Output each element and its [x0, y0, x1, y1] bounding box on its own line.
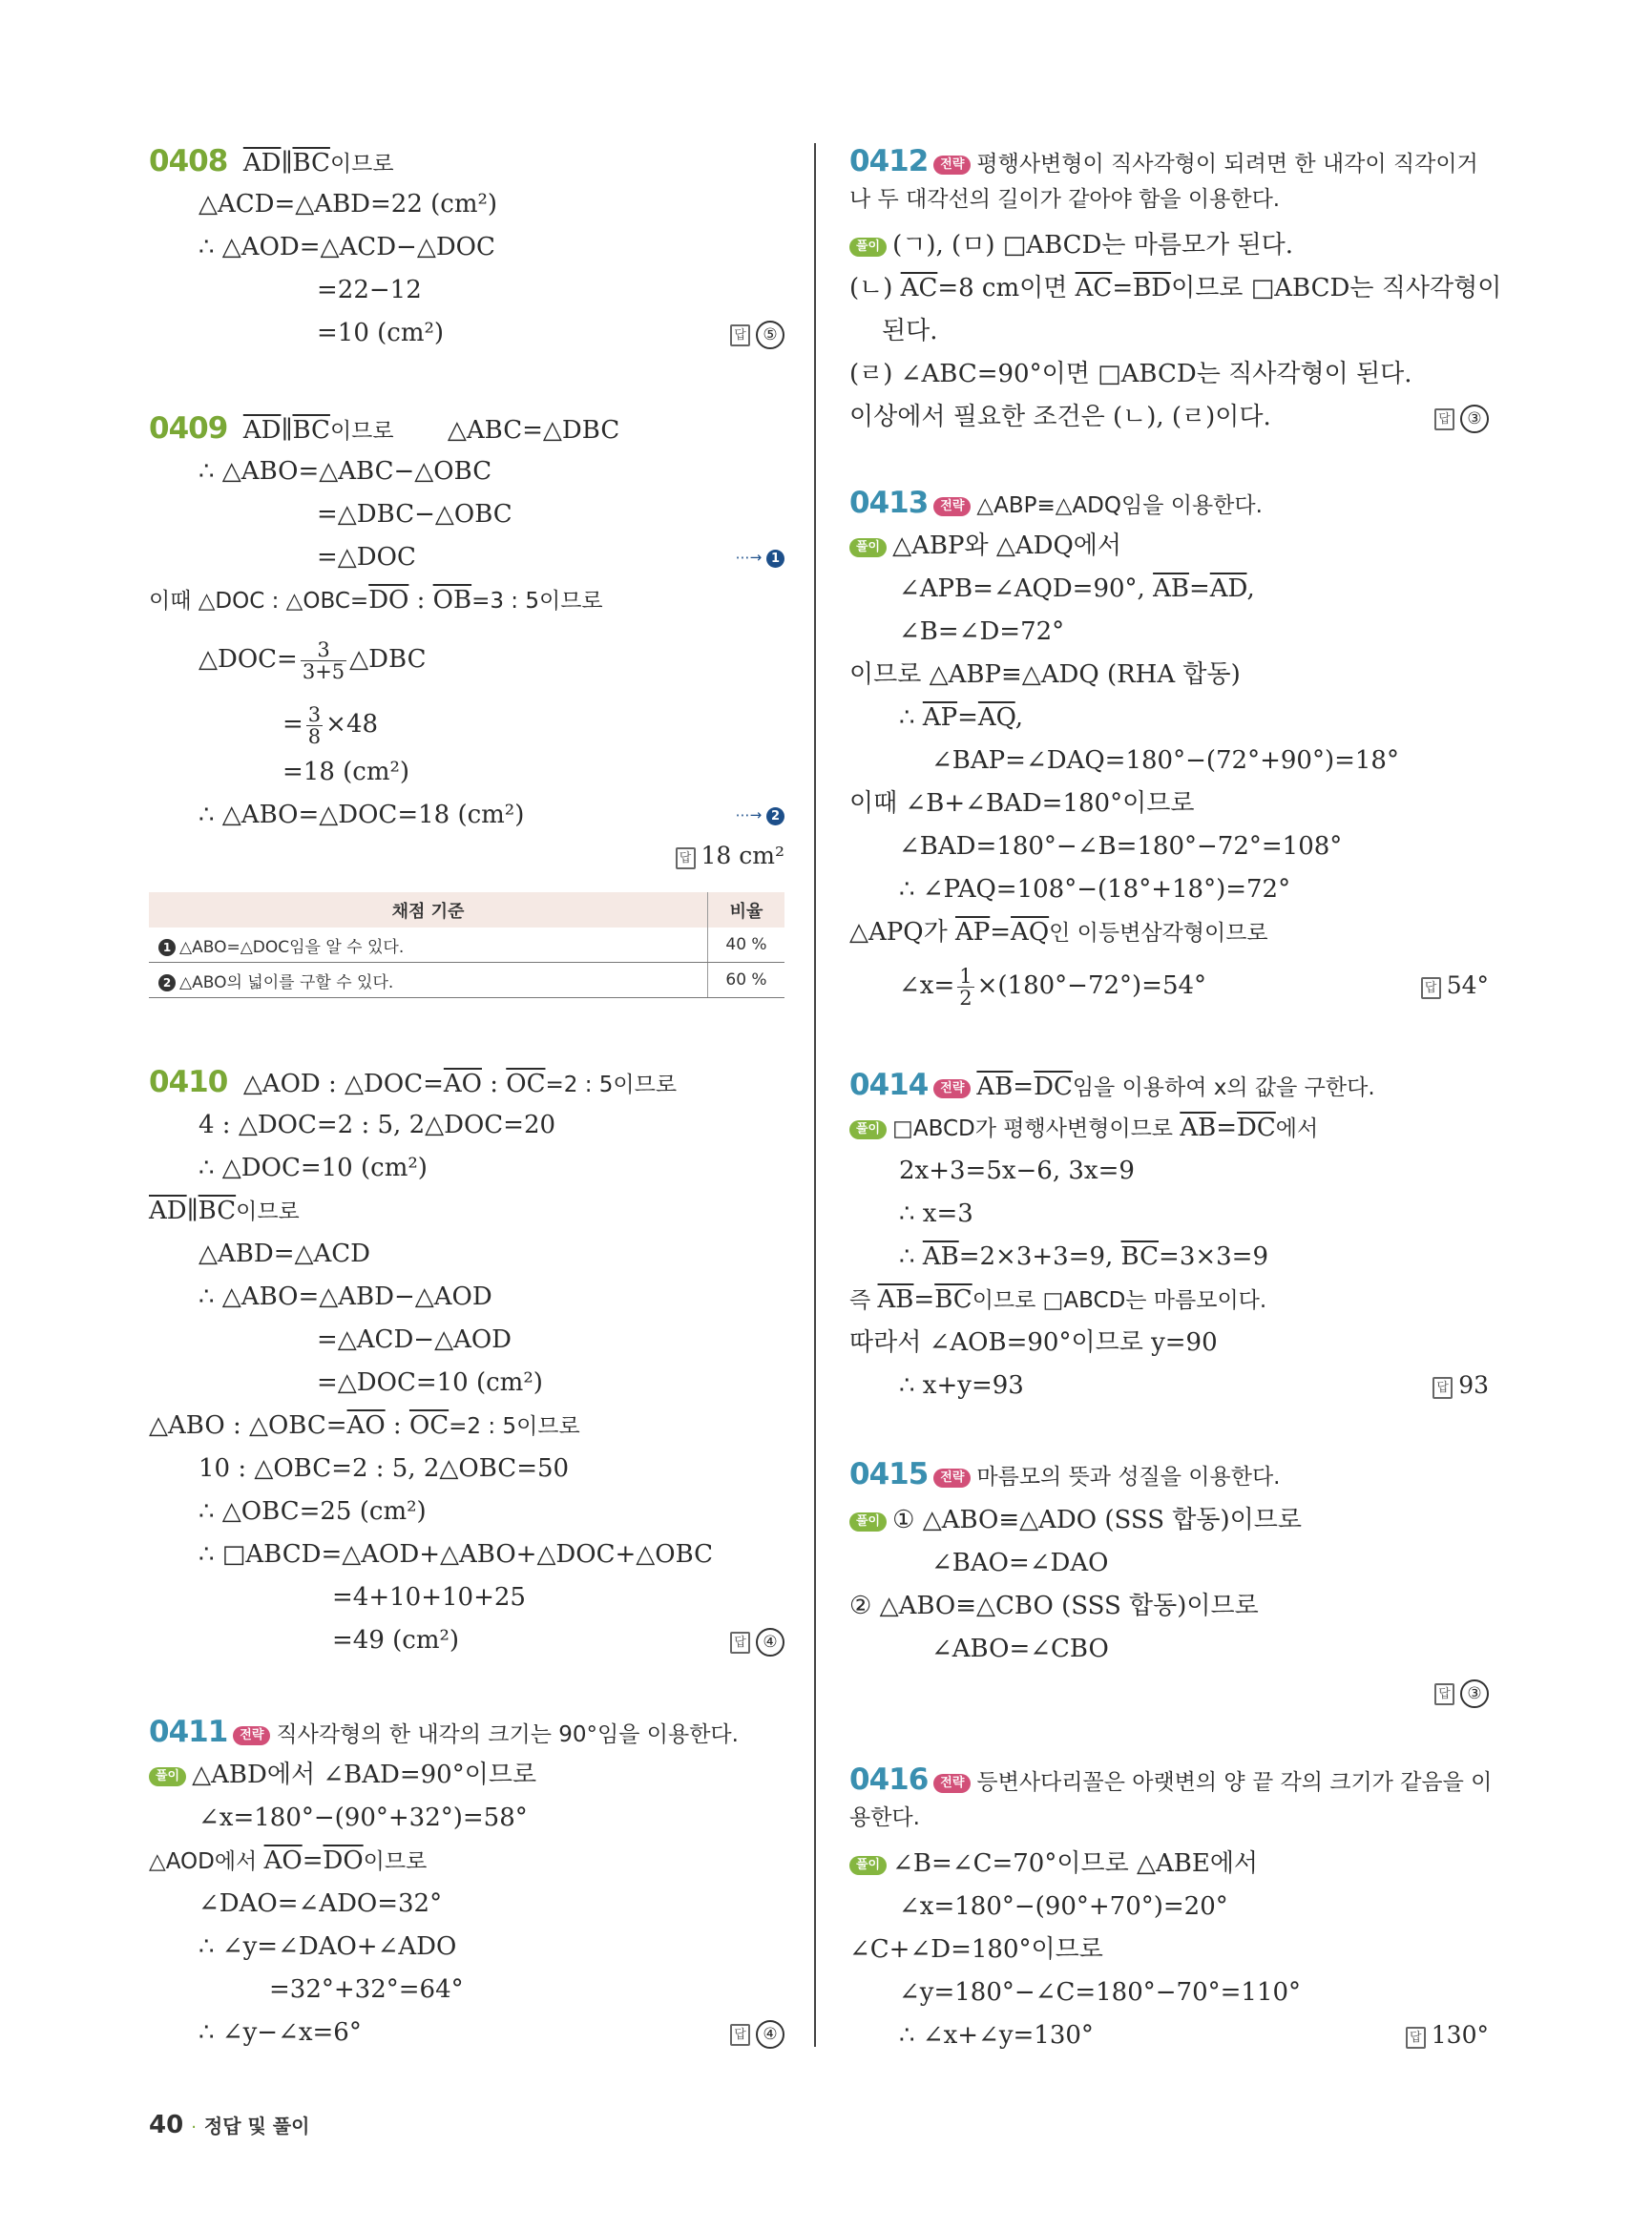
problem-0416-line1 — [849, 1763, 1492, 1799]
problem-0410-line9 — [149, 1409, 580, 1443]
numerator: 3 — [301, 639, 346, 661]
segment: $\overline{OC}$ — [408, 1411, 450, 1440]
text: ×(180°−72°)=54° — [976, 971, 1207, 1000]
text: 이므로 — [236, 1199, 300, 1224]
answer-0416 — [1406, 2019, 1489, 2052]
segment: $\overline{DC}$ — [1237, 1114, 1276, 1142]
solution-badge: 풀이 — [849, 538, 887, 557]
problem-0411-line8: ∴ ∠y−∠x=6° — [199, 2018, 362, 2047]
segment: $\overline{DO}$ — [368, 586, 409, 615]
fraction — [306, 704, 323, 747]
problem-number: 0416 — [849, 1762, 929, 1797]
problem-0413-line2 — [849, 530, 1121, 562]
strategy-badge: 전략 — [933, 497, 971, 516]
problem-number: 0415 — [849, 1457, 929, 1491]
text: : — [408, 586, 433, 615]
header-rate: 비율 — [708, 892, 785, 928]
text: ∴ — [899, 1242, 923, 1271]
segment: $\overline{OB}$ — [432, 586, 472, 615]
problem-0414-line3: 2x+3=5x−6, 3x=9 — [899, 1157, 1135, 1185]
answer-value: ④ — [756, 2020, 784, 2049]
problem-0409-line8: =18 (cm²) — [282, 758, 410, 786]
problem-0412-line4 — [849, 272, 1501, 304]
text: (ㄱ), (ㅁ) □ABCD는 마름모가 된다. — [892, 231, 1294, 260]
text: ×48 — [325, 710, 379, 739]
problem-0411-line2 — [149, 1759, 536, 1791]
problem-0414-line7: 따라서 ∠AOB=90°이므로 y=90 — [849, 1328, 1218, 1357]
text: =3×3=9 — [1159, 1242, 1269, 1271]
denominator: 8 — [307, 724, 322, 748]
problem-0413-line4: ∠B=∠D=72° — [899, 617, 1065, 646]
strategy-badge: 전략 — [933, 156, 971, 175]
answer-0414 — [1432, 1369, 1489, 1402]
problem-0410-line13: =4+10+10+25 — [332, 1583, 526, 1612]
problem-0413-line5: 이므로 △ABP≡△ADQ (RHA 합동) — [849, 660, 1241, 689]
problem-0408-line1 — [149, 145, 394, 180]
problem-0411-line3: ∠x=180°−(90°+32°)=58° — [199, 1804, 528, 1832]
text: △DBC — [349, 645, 427, 674]
problem-number: 0413 — [849, 486, 929, 520]
segment: $\overline{BC}$ — [198, 1197, 237, 1225]
criteria-cell — [149, 963, 708, 998]
problem-0410-line10: 10 : △OBC=2 : 5, 2△OBC=50 — [199, 1454, 570, 1483]
strategy-badge: 전략 — [933, 1079, 971, 1098]
solution-badge: 풀이 — [849, 1120, 887, 1139]
segment: $\overline{AB}$ — [877, 1285, 914, 1314]
solution-badge: 풀이 — [849, 1856, 887, 1875]
problem-0409-line7 — [282, 700, 378, 748]
strategy-text: 직사각형의 한 내각의 크기는 90°임을 이용한다. — [276, 1722, 739, 1747]
strategy-badge: 전략 — [933, 1469, 971, 1488]
rate-cell: 40 % — [708, 928, 785, 963]
segment: $\overline{BC}$ — [292, 416, 330, 445]
answer-value: 93 — [1458, 1371, 1489, 1399]
fraction — [957, 966, 973, 1009]
problem-0409-line6 — [199, 636, 427, 683]
text: (ㄴ) — [849, 274, 901, 302]
text: =8 cm이면 — [937, 274, 1076, 302]
text: , — [1014, 703, 1023, 732]
segment: $\overline{AB}$ — [1180, 1114, 1217, 1142]
parallel-symbol: ∥ — [186, 1197, 199, 1225]
problem-0415-line5: ∠ABO=∠CBO — [931, 1635, 1109, 1663]
step-number: 1 — [766, 550, 784, 568]
text: ① △ABO≡△ADO (SSS 합동)이므로 — [892, 1506, 1303, 1534]
text: 이므로 □ABCD는 마름모이다. — [972, 1288, 1267, 1313]
footer-separator: · — [191, 2117, 197, 2137]
problem-0412-line7: 이상에서 필요한 조건은 (ㄴ), (ㄹ)이다. — [849, 403, 1271, 431]
problem-0408-line4: =22−12 — [317, 276, 422, 304]
text: 이므로 — [363, 1849, 428, 1874]
answer-icon: 답 — [1406, 2027, 1426, 2049]
text: 이므로 □ABCD는 직사각형이 — [1171, 274, 1502, 302]
segment: $\overline{DC}$ — [1034, 1073, 1073, 1101]
strategy-text: 임을 이용하여 x의 값을 구한다. — [1072, 1075, 1375, 1100]
problem-0412-line6: (ㄹ) ∠ABC=90°이면 □ABCD는 직사각형이 된다. — [849, 360, 1412, 388]
text: : — [385, 1411, 409, 1440]
text: ∠B=∠C=70°이므로 △ABE에서 — [892, 1849, 1259, 1878]
answer-icon: 답 — [730, 1632, 750, 1654]
problem-0416-line4: ∠x=180°−(90°+70°)=20° — [899, 1892, 1228, 1921]
answer-0408 — [730, 317, 784, 349]
problem-0410-line11: ∴ △OBC=25 (cm²) — [199, 1497, 427, 1526]
answer-value: 18 cm² — [701, 842, 784, 869]
problem-number: 0414 — [849, 1068, 929, 1102]
text: , — [1246, 574, 1255, 603]
problem-0414-line1 — [849, 1069, 1375, 1104]
problem-0412-line2: 나 두 대각선의 길이가 같아야 함을 이용한다. — [849, 187, 1281, 212]
segment: $\overline{AD}$ — [242, 149, 282, 177]
problem-0414-line2 — [849, 1112, 1318, 1145]
text: ∴ — [899, 703, 923, 732]
problem-0415-line2 — [849, 1504, 1302, 1536]
grading-row — [149, 928, 784, 963]
problem-number: 0409 — [149, 411, 228, 446]
answer-icon: 답 — [730, 324, 750, 346]
problem-0411-line6: ∴ ∠y=∠DAO+∠ADO — [199, 1932, 457, 1961]
segment: $\overline{BD}$ — [1133, 274, 1172, 302]
problem-0414-line8: ∴ x+y=93 — [899, 1371, 1024, 1400]
answer-value: ③ — [1460, 1679, 1489, 1708]
arrow: ⋯→ — [735, 806, 763, 824]
column-divider — [814, 143, 816, 2047]
fraction — [301, 639, 346, 682]
grading-table — [149, 892, 784, 998]
text: =2×3+3=9, — [958, 1242, 1121, 1271]
problem-0410-line5: △ABD=△ACD — [199, 1240, 371, 1268]
strategy-text: 등변사다리꼴은 아랫변의 양 끝 각의 크기가 같음을 이 — [976, 1770, 1493, 1795]
segment: $\overline{BC}$ — [934, 1285, 972, 1314]
problem-0413-line1 — [849, 487, 1263, 522]
problem-0413-line8: 이때 ∠B+∠BAD=180°이므로 — [849, 789, 1195, 818]
answer-icon: 답 — [676, 847, 696, 869]
step-marker-1 — [736, 549, 784, 568]
problem-0414-line6 — [849, 1283, 1266, 1317]
problem-0408-line2: △ACD=△ABD=22 (cm²) — [199, 190, 498, 219]
criteria-text: △ABO의 넓이를 구할 수 있다. — [179, 972, 394, 992]
answer-value: 54° — [1446, 971, 1489, 999]
problem-0416-line2: 용한다. — [849, 1805, 920, 1830]
text: : — [481, 1070, 507, 1098]
strategy-badge: 전략 — [933, 1774, 971, 1793]
text: △AOD에서 — [149, 1849, 264, 1874]
text: = — [957, 703, 978, 732]
problem-0409-line1 — [149, 412, 619, 448]
problem-0410-line7: =△ACD−△AOD — [317, 1325, 512, 1354]
step-number: 2 — [766, 807, 784, 825]
problem-0414-line5 — [899, 1241, 1268, 1273]
answer-icon: 답 — [1432, 1377, 1453, 1399]
answer-0415 — [1434, 1676, 1489, 1708]
arrow: ⋯→ — [735, 549, 763, 566]
answer-icon: 답 — [1421, 977, 1441, 999]
answer-value: ③ — [1460, 405, 1489, 433]
problem-0410-line14: =49 (cm²) — [332, 1626, 460, 1655]
criteria-cell — [149, 928, 708, 963]
criteria-text: △ABO=△DOC임을 알 수 있다. — [179, 937, 405, 957]
text: = — [1216, 1114, 1238, 1142]
text: ∠x= — [899, 971, 955, 1000]
problem-0410-line12: ∴ □ABCD=△AOD+△ABO+△DOC+△OBC — [199, 1540, 714, 1569]
problem-0408-line3: ∴ △AOD=△ACD−△DOC — [199, 233, 495, 261]
text: △AOD : △DOC= — [242, 1070, 444, 1098]
text: □ABCD가 평행사변형이므로 — [892, 1116, 1181, 1141]
answer-icon: 답 — [730, 2024, 750, 2046]
problem-0413-line3 — [899, 573, 1255, 605]
problem-0409-line3: =△DBC−△OBC — [317, 500, 512, 529]
answer-0411 — [730, 2016, 784, 2049]
segment: $\overline{OC}$ — [506, 1070, 546, 1098]
problem-0416-line7: ∴ ∠x+∠y=130° — [899, 2021, 1094, 2050]
grading-header-row — [149, 892, 784, 928]
text: △ABD에서 ∠BAD=90°이므로 — [192, 1761, 537, 1789]
problem-number: 0408 — [149, 144, 228, 178]
text: =2 : 5이므로 — [545, 1073, 678, 1097]
page-number: 40 — [149, 2111, 184, 2139]
problem-0411-line1 — [149, 1716, 739, 1751]
problem-0408-line5: =10 (cm²) — [317, 319, 445, 347]
segment: $\overline{AC}$ — [900, 274, 938, 302]
segment: $\overline{AO}$ — [346, 1411, 386, 1440]
problem-0411-line5: ∠DAO=∠ADO=32° — [199, 1889, 443, 1918]
strategy-text: △ABP≡△ADQ임을 이용한다. — [976, 493, 1263, 518]
text: 에서 — [1275, 1116, 1319, 1141]
header-criteria: 채점 기준 — [149, 892, 708, 928]
text: =3 : 5이므로 — [471, 589, 603, 614]
problem-number: 0410 — [149, 1065, 228, 1099]
solution-badge: 풀이 — [149, 1767, 186, 1786]
answer-0409 — [676, 840, 785, 872]
answer-value: 130° — [1431, 2021, 1489, 2049]
text: 이므로 — [329, 152, 394, 177]
problem-0415-line1 — [849, 1458, 1281, 1493]
problem-0413-line10: ∴ ∠PAQ=108°−(18°+18°)=72° — [899, 875, 1291, 904]
denominator: 3+5 — [302, 659, 345, 683]
problem-0416-line3 — [849, 1847, 1258, 1880]
problem-0413-line11 — [849, 916, 1268, 949]
text: 이때 △DOC : △OBC= — [149, 589, 369, 614]
numerator: 1 — [959, 964, 972, 988]
segment: $\overline{AD}$ — [149, 1197, 187, 1225]
problem-0413-line9: ∠BAD=180°−∠B=180°−72°=108° — [899, 832, 1343, 861]
problem-0409-line2: ∴ △ABO=△ABC−△OBC — [199, 457, 492, 486]
segment: $\overline{DO}$ — [323, 1846, 364, 1875]
answer-icon: 답 — [1434, 1683, 1454, 1705]
problem-0413-line7: ∠BAP=∠DAQ=180°−(72°+90°)=18° — [931, 746, 1399, 775]
criteria-number: 1 — [158, 939, 176, 956]
problem-0410-line2: 4 : △DOC=2 : 5, 2△DOC=20 — [199, 1111, 556, 1139]
segment: $\overline{BC}$ — [1120, 1242, 1160, 1271]
segment: $\overline{AB}$ — [1153, 574, 1189, 603]
problem-0412-line5: 된다. — [882, 317, 938, 345]
problem-0409-line9: ∴ △ABO=△DOC=18 (cm²) — [199, 801, 525, 829]
problem-0413-line12 — [899, 962, 1206, 1010]
segment: $\overline{AQ}$ — [1011, 918, 1050, 947]
problem-0410-line3: ∴ △DOC=10 (cm²) — [199, 1154, 428, 1182]
text: △ABO : △OBC= — [149, 1411, 347, 1440]
text: ∠APB=∠AQD=90°, — [899, 574, 1154, 603]
parallel-symbol: ∥ — [281, 149, 293, 177]
problem-0409-line4: =△DOC — [317, 543, 416, 572]
segment: $\overline{BC}$ — [292, 149, 330, 177]
segment: $\overline{AC}$ — [1075, 274, 1113, 302]
answer-0410 — [730, 1624, 784, 1657]
text: 인 이등변삼각형이므로 — [1049, 921, 1268, 946]
text: △ABP와 △ADQ에서 — [892, 532, 1122, 560]
text: = — [282, 710, 303, 739]
answer-0412 — [1434, 401, 1489, 433]
strategy-text: 평행사변형이 직사각형이 되려면 한 내각이 직각이거 — [976, 152, 1478, 177]
solution-badge: 풀이 — [849, 238, 887, 257]
page-footer — [149, 2111, 309, 2139]
answer-value: ④ — [756, 1628, 784, 1657]
grading-row — [149, 963, 784, 998]
text: = — [1013, 1073, 1035, 1101]
step-marker-2 — [736, 806, 784, 825]
text: =2 : 5이므로 — [449, 1414, 580, 1439]
strategy-badge: 전략 — [233, 1726, 270, 1745]
problem-0410-line8: =△DOC=10 (cm²) — [317, 1368, 543, 1397]
text: △DOC= — [199, 645, 298, 674]
segment: $\overline{AP}$ — [954, 918, 991, 947]
problem-0410-line6: ∴ △ABO=△ABD−△AOD — [199, 1282, 492, 1311]
answer-value: ⑤ — [756, 321, 784, 349]
segment: $\overline{AD}$ — [1209, 574, 1247, 603]
problem-0413-line6 — [899, 701, 1023, 734]
text: 이므로 — [329, 419, 394, 444]
text: = — [1112, 274, 1134, 302]
parallel-symbol: ∥ — [281, 416, 293, 445]
strategy-text: 마름모의 뜻과 성질을 이용한다. — [976, 1465, 1281, 1490]
answer-0413 — [1421, 970, 1489, 1002]
footer-label: 정답 및 풀이 — [203, 2115, 310, 2137]
text: △ABC=△DBC — [447, 416, 620, 445]
problem-0411-line7: =32°+32°=64° — [269, 1975, 464, 2004]
problem-number: 0411 — [149, 1715, 228, 1749]
segment: $\overline{AO}$ — [263, 1846, 303, 1875]
solution-badge: 풀이 — [849, 1512, 887, 1532]
problem-0416-line5: ∠C+∠D=180°이므로 — [849, 1935, 1103, 1964]
segment: $\overline{AD}$ — [242, 416, 282, 445]
text: 즉 — [849, 1288, 878, 1313]
numerator: 3 — [307, 702, 322, 726]
problem-0414-line4: ∴ x=3 — [899, 1199, 973, 1228]
answer-icon: 답 — [1434, 408, 1454, 430]
text: = — [1188, 574, 1210, 603]
problem-0411-line4 — [149, 1845, 427, 1878]
problem-0412-line3 — [849, 229, 1293, 261]
problem-0410-line4 — [149, 1195, 300, 1228]
problem-0412-line1 — [849, 145, 1478, 180]
problem-0415-line3: ∠BAO=∠DAO — [931, 1549, 1109, 1577]
rate-cell: 60 % — [708, 963, 785, 998]
problem-0416-line6: ∠y=180°−∠C=180°−70°=110° — [899, 1978, 1302, 2007]
segment: $\overline{AO}$ — [443, 1070, 482, 1098]
problem-0409-line5 — [149, 584, 603, 617]
text: △APQ가 — [849, 918, 955, 947]
segment: $\overline{AP}$ — [922, 703, 958, 732]
segment: $\overline{AB}$ — [922, 1242, 959, 1271]
problem-number: 0412 — [849, 144, 929, 178]
problem-0415-line4: ② △ABO≡△CBO (SSS 합동)이므로 — [849, 1592, 1259, 1620]
criteria-number: 2 — [158, 974, 176, 991]
segment: $\overline{AQ}$ — [977, 703, 1015, 732]
text: = — [913, 1285, 935, 1314]
text: = — [990, 918, 1012, 947]
denominator: 2 — [959, 986, 972, 1010]
text: = — [302, 1846, 324, 1875]
problem-0410-line1 — [149, 1066, 677, 1101]
segment: $\overline{AB}$ — [976, 1073, 1014, 1101]
